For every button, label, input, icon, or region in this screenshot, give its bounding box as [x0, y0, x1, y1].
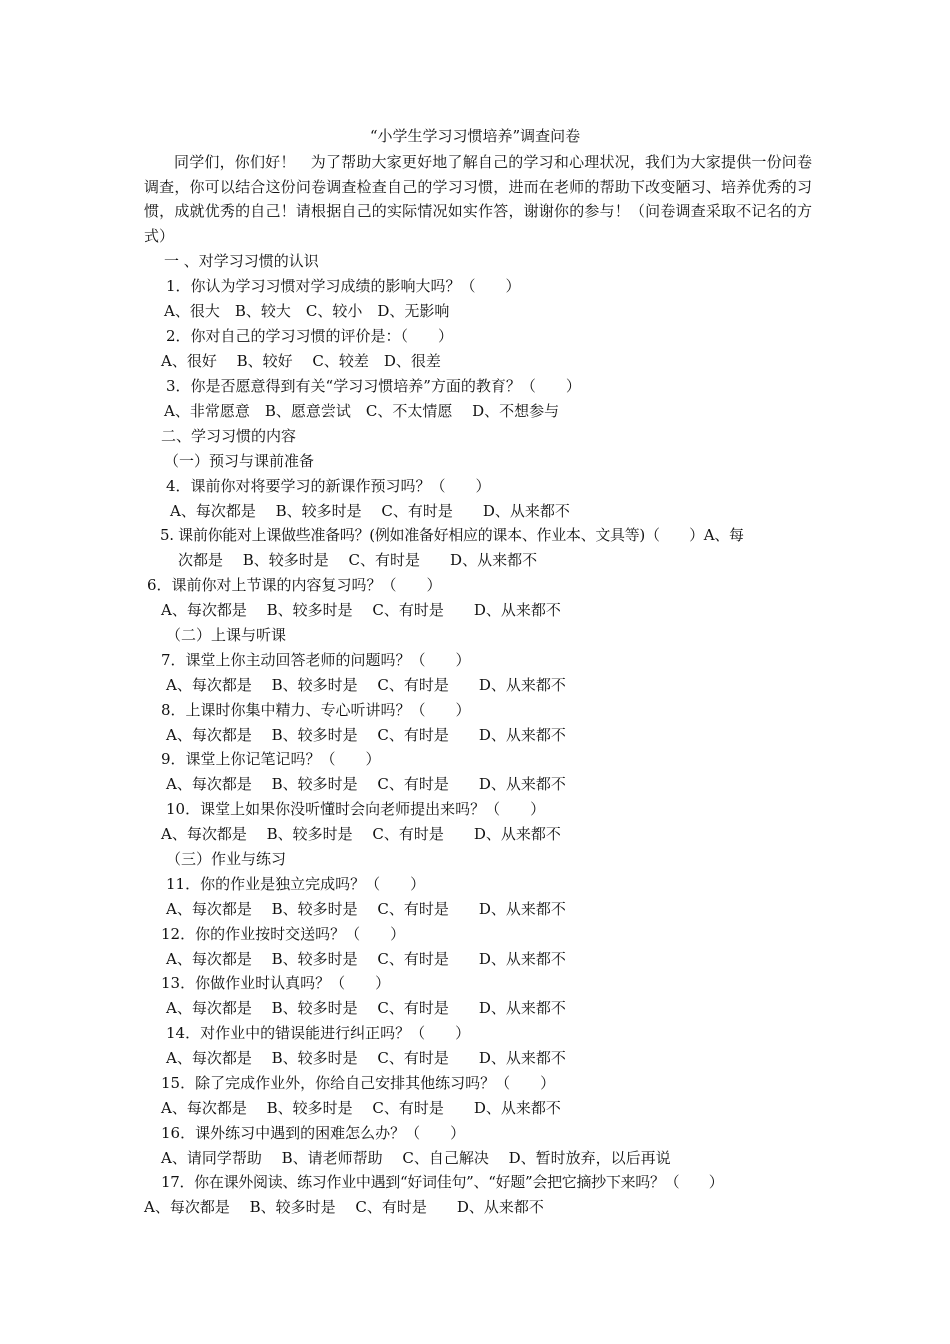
question-8: 8．上课时你集中精力、专心听讲吗？（ ） — [161, 701, 471, 719]
subsection-heading: （三）作业与练习 — [166, 850, 287, 868]
question-15: 15．除了完成作业外，你给自己安排其他练习吗？（ ） — [161, 1074, 556, 1092]
options-9: A、每次都是 B、较多时是 C、有时是 D、从来都不 — [166, 775, 566, 793]
section-heading: 二、学习习惯的内容 — [161, 427, 297, 445]
options-16: A、请同学帮助 B、请老师帮助 C、自己解决 D、暂时放弃，以后再说 — [161, 1149, 671, 1167]
options-7: A、每次都是 B、较多时是 C、有时是 D、从来都不 — [166, 676, 566, 694]
question-1: 1．你认为学习习惯对学习成绩的影响大吗？（ ） — [166, 277, 521, 295]
question-9: 9．课堂上你记笔记吗？（ ） — [161, 750, 381, 768]
options-10: A、每次都是 B、较多时是 C、有时是 D、从来都不 — [161, 825, 561, 843]
subsection-heading: （一）预习与课前准备 — [164, 452, 315, 470]
options-2: A、很好 B、较好 C、较差 D、很差 — [161, 352, 441, 370]
options-15: A、每次都是 B、较多时是 C、有时是 D、从来都不 — [161, 1099, 561, 1117]
question-12: 12．你的作业按时交送吗？（ ） — [161, 925, 406, 943]
options-13: A、每次都是 B、较多时是 C、有时是 D、从来都不 — [166, 999, 566, 1017]
options-17: A、每次都是 B、较多时是 C、有时是 D、从来都不 — [144, 1198, 544, 1216]
question-14: 14．对作业中的错误能进行纠正吗？（ ） — [166, 1024, 471, 1042]
question-13: 13．你做作业时认真吗？（ ） — [161, 974, 391, 992]
question-6: 6．课前你对上节课的内容复习吗？（ ） — [147, 576, 442, 594]
options-5: 次都是 B、较多时是 C、有时是 D、从来都不 — [178, 551, 538, 569]
page-title: “小学生学习习惯培养”调查问卷 — [369, 127, 581, 145]
options-3: A、非常愿意 B、愿意尝试 C、不太情愿 D、不想参与 — [164, 402, 560, 420]
question-4: 4．课前你对将要学习的新课作预习吗？（ ） — [166, 477, 491, 495]
options-12: A、每次都是 B、较多时是 C、有时是 D、从来都不 — [166, 950, 566, 968]
subsection-heading: （二）上课与听课 — [166, 626, 287, 644]
question-7: 7．课堂上你主动回答老师的问题吗？（ ） — [161, 651, 471, 669]
options-11: A、每次都是 B、较多时是 C、有时是 D、从来都不 — [166, 900, 566, 918]
options-4: A、每次都是 B、较多时是 C、有时是 D、从来都不 — [170, 502, 570, 520]
options-14: A、每次都是 B、较多时是 C、有时是 D、从来都不 — [166, 1049, 566, 1067]
section-heading: 一 、对学习习惯的认识 — [164, 252, 319, 270]
question-11: 11．你的作业是独立完成吗？（ ） — [166, 875, 426, 893]
question-2: 2．你对自己的学习习惯的评价是：（ ） — [166, 327, 454, 345]
options-6: A、每次都是 B、较多时是 C、有时是 D、从来都不 — [161, 601, 561, 619]
options-1: A、很大 B、较大 C、较小 D、无影响 — [164, 302, 450, 320]
question-10: 10．课堂上如果你没听懂时会向老师提出来吗？（ ） — [166, 800, 546, 818]
question-5: 5. 课前你能对上课做些准备吗？(例如准备好相应的课本、作业本、文具等)（ ）A、每 — [160, 526, 744, 544]
question-3: 3．你是否愿意得到有关“学习习惯培养”方面的教育？（ ） — [166, 377, 581, 395]
question-17: 17．你在课外阅读、练习作业中遇到“好词佳句”、“好题”会把它摘抄下来吗？（ ） — [161, 1173, 724, 1191]
question-16: 16．课外练习中遇到的困难怎么办？（ ） — [161, 1124, 466, 1142]
intro-paragraph: 同学们，你们好！ 为了帮助大家更好地了解自己的学习和心理状况，我们为大家提供一份问卷调查，你可以结合这份问卷调查检查自己的学习习惯，进而在老师的帮助下改变陋习、培养优秀的习惯，成就优秀的自己！请根据自己的实际情况如实作答，谢谢你的参与！（问卷调查采取不记名的方式） — [144, 153, 812, 245]
options-8: A、每次都是 B、较多时是 C、有时是 D、从来都不 — [166, 726, 566, 744]
